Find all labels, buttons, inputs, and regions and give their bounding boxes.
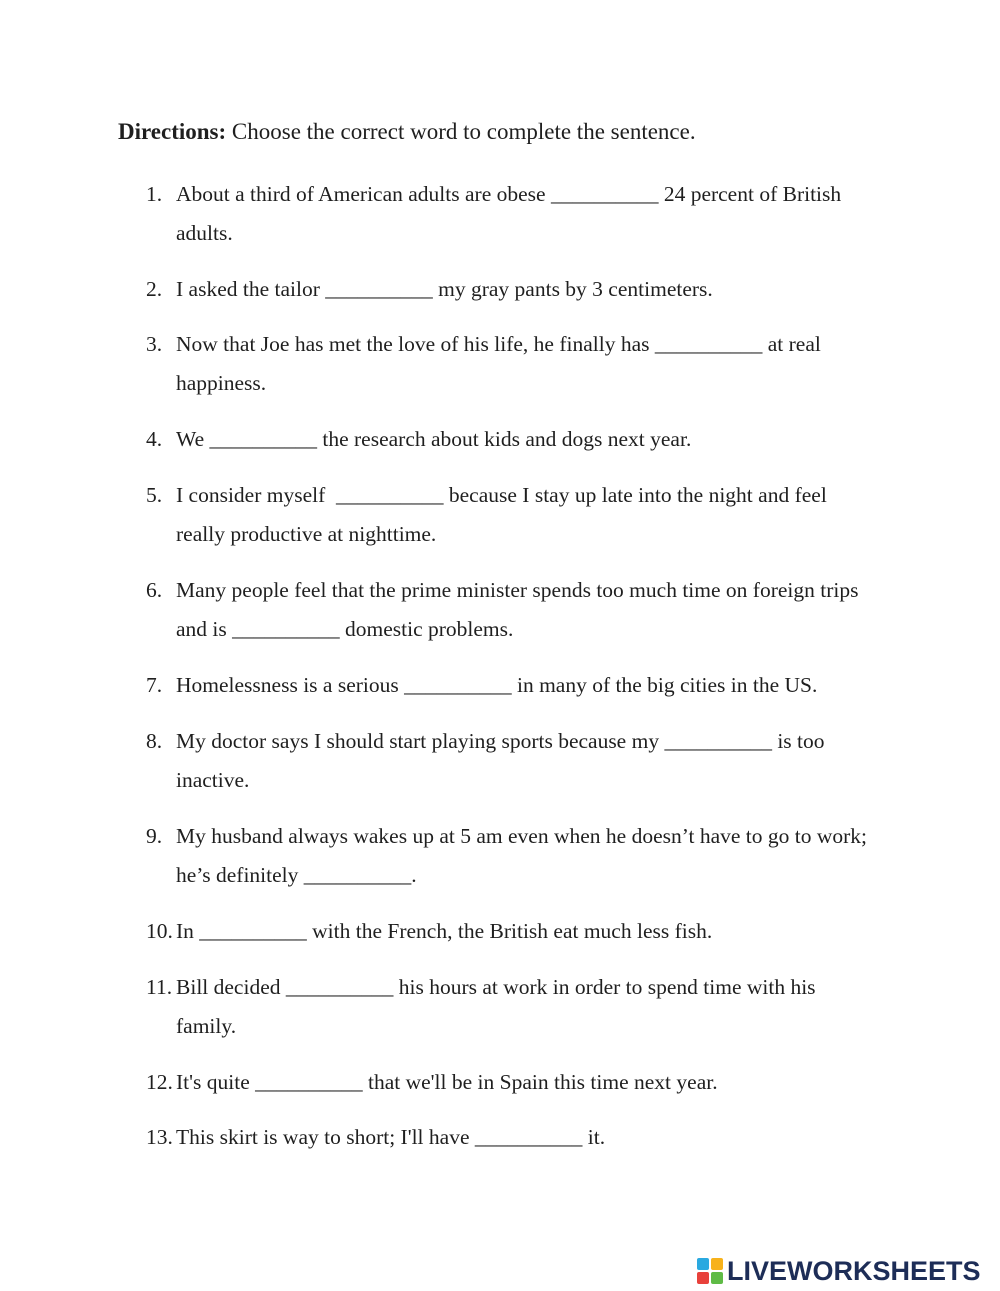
question-number: 6. [146, 578, 163, 602]
question-number: 1. [146, 182, 163, 206]
question-number: 2. [146, 277, 163, 301]
question-number: 7. [146, 673, 163, 697]
question-13 [146, 1118, 876, 1157]
logo-text: LIVEWORKSHEETS [727, 1255, 981, 1286]
question-3 [146, 325, 876, 403]
question-number: 13. [146, 1125, 173, 1149]
question-4 [146, 420, 876, 459]
question-2 [146, 270, 876, 309]
liveworksheets-logo-icon [697, 1258, 723, 1284]
question-text: We __________ the research about kids and dogs next year. [176, 427, 692, 451]
question-9 [146, 817, 876, 895]
question-number: 8. [146, 729, 163, 753]
question-number: 9. [146, 824, 163, 848]
question-text: About a third of American adults are obese __________ 24 percent of British adults. [176, 182, 842, 245]
question-8 [146, 722, 876, 800]
question-text: My husband always wakes up at 5 am even when he doesn’t have to go to work; he’s definitely __________. [176, 824, 868, 887]
question-text: Bill decided __________ his hours at work in order to spend time with his family. [176, 975, 816, 1038]
directions-label: Directions: [118, 119, 227, 144]
directions [118, 116, 696, 148]
question-7 [146, 666, 876, 705]
question-number: 4. [146, 427, 163, 451]
question-number: 3. [146, 332, 163, 356]
question-text: This skirt is way to short; I'll have __________ it. [176, 1125, 606, 1149]
question-6 [146, 571, 876, 649]
question-text: I asked the tailor __________ my gray pants by 3 centimeters. [176, 277, 713, 301]
question-text: My doctor says I should start playing sports because my __________ is too inactive. [176, 729, 825, 792]
liveworksheets-logo[interactable] [697, 1256, 981, 1286]
question-10 [146, 912, 876, 951]
question-text: Now that Joe has met the love of his life, he finally has __________ at real happiness. [176, 332, 821, 395]
question-12 [146, 1063, 876, 1102]
question-text: Homelessness is a serious __________ in many of the big cities in the US. [176, 673, 818, 697]
question-11 [146, 968, 876, 1046]
question-number: 11. [146, 975, 173, 999]
question-5 [146, 476, 876, 554]
question-number: 10. [146, 919, 173, 943]
question-text: Many people feel that the prime minister spends too much time on foreign trips and is __________ domestic problems. [176, 578, 859, 641]
question-text: In __________ with the French, the British eat much less fish. [176, 919, 713, 943]
question-1 [146, 175, 876, 253]
question-number: 5. [146, 483, 163, 507]
question-text: I consider myself __________ because I stay up late into the night and feel really productive at nighttime. [176, 483, 833, 546]
question-number: 12. [146, 1070, 173, 1094]
question-text: It's quite __________ that we'll be in Spain this time next year. [176, 1070, 718, 1094]
directions-text: Choose the correct word to complete the sentence. [226, 119, 696, 144]
